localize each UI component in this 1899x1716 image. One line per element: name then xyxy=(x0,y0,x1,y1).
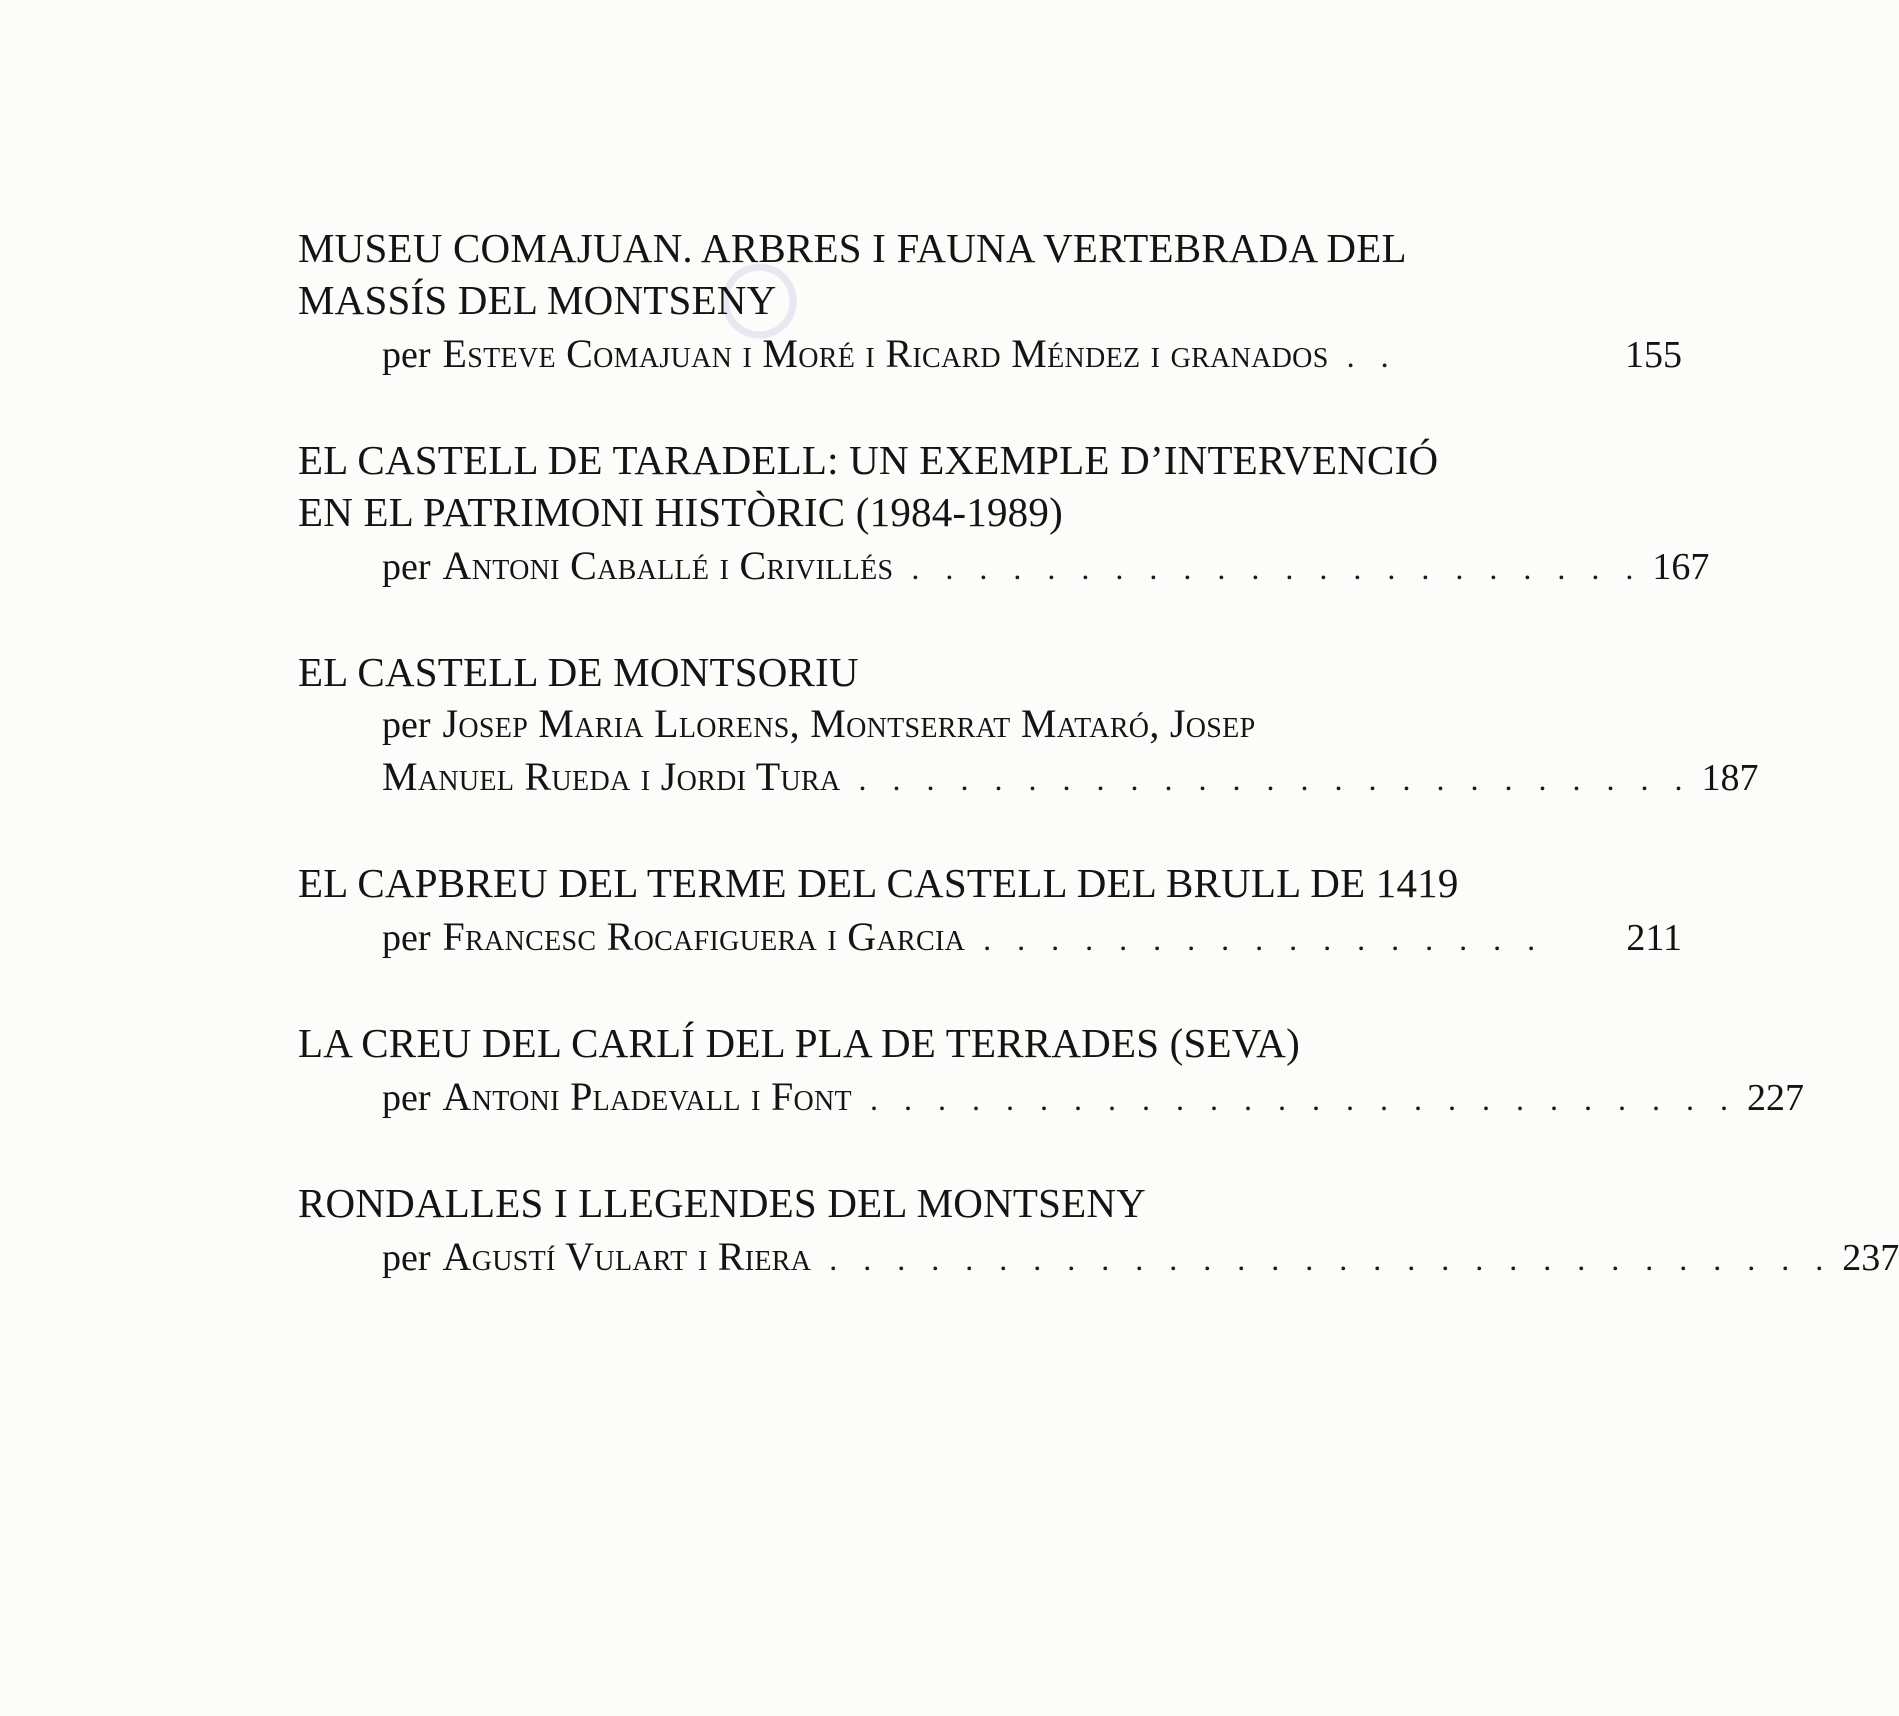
dot-leader: . . . . . . . . . . . . . . . . . xyxy=(983,921,1545,957)
entry-author-line xyxy=(298,698,1682,751)
entry-author: Antoni Pladevall i Font xyxy=(442,1074,852,1119)
table-of-contents xyxy=(298,201,1899,1285)
entry-title-line: EL CAPBREU DEL TERME DEL CASTELL DEL BRULL DE 1419 xyxy=(298,860,1459,906)
entry-title-line: RONDALLES I LLEGENDES DEL MONTSENY xyxy=(298,1180,1146,1226)
entry-author: Antoni Caballé i Crivillés xyxy=(442,543,894,588)
dot-leader: . . . . . . . . . . . . . . . . . . . . . . . . . . xyxy=(869,1081,1737,1117)
toc-entry xyxy=(298,1177,1899,1285)
entry-title xyxy=(298,1177,1682,1229)
entry-title-line: EL CASTELL DE TARADELL: UN EXEMPLE D’INTERVENCIÓ xyxy=(298,437,1439,483)
per-label: per xyxy=(382,917,431,959)
entry-title-line: MASSÍS DEL MONTSENY xyxy=(298,277,777,323)
entry-page-number: 167 xyxy=(1652,546,1710,588)
entry-title xyxy=(298,222,1682,326)
entry-page-number: 227 xyxy=(1746,1077,1804,1119)
entry-author-line xyxy=(298,540,1710,594)
entry-title xyxy=(298,434,1682,538)
per-label: per xyxy=(382,546,431,588)
entry-title-line: LA CREU DEL CARLÍ DEL PLA DE TERRADES (SEVA) xyxy=(298,1020,1300,1066)
dot-leader: . . . . . . . . . . . . . . . . . . . . . . . . . xyxy=(858,761,1692,797)
bleed-through-decoration: ○ xyxy=(700,201,811,389)
dot-leader: . . xyxy=(1346,338,1398,374)
entry-author-line xyxy=(298,911,1682,965)
dot-leader: . . . . . . . . . . . . . . . . . . . . . . . . . . . . . . xyxy=(829,1241,1833,1277)
entry-author: Esteve Comajuan i Moré i Ricard Méndez i granados xyxy=(442,331,1329,376)
entry-page-number: 187 xyxy=(1701,757,1759,799)
entry-author-line xyxy=(298,1231,1899,1285)
entry-page-number: 155 xyxy=(1625,334,1682,376)
toc-entry xyxy=(298,1017,1804,1125)
toc-entry xyxy=(298,434,1710,594)
toc-entry xyxy=(298,646,1759,805)
toc-entry xyxy=(298,857,1682,965)
entry-title-line: EL CASTELL DE MONTSORIU xyxy=(298,649,859,695)
entry-title-line: EN EL PATRIMONI HISTÒRIC (1984-1989) xyxy=(298,489,1063,535)
entry-title-line: MUSEU COMAJUAN. ARBRES I FAUNA VERTEBRADA DEL xyxy=(298,225,1407,271)
entry-title xyxy=(298,1017,1682,1069)
per-label: per xyxy=(382,334,431,376)
entry-title xyxy=(298,857,1682,909)
entry-author: Francesc Rocafiguera i Garcia xyxy=(442,914,966,959)
entry-title xyxy=(298,646,1682,698)
entry-author-line xyxy=(298,751,1759,805)
entry-author: Manuel Rueda i Jordi Tura xyxy=(382,754,841,799)
per-label: per xyxy=(382,1237,431,1279)
entry-author: Josep Maria Llorens, Montserrat Mataró, Josep xyxy=(442,701,1256,746)
entry-page-number: 211 xyxy=(1626,917,1682,959)
entry-author: Agustí Vulart i Riera xyxy=(442,1234,812,1279)
toc-entry xyxy=(298,201,1682,389)
per-label: per xyxy=(382,704,431,746)
entry-author-line xyxy=(298,328,1682,382)
entry-author-line xyxy=(298,1071,1804,1125)
per-label: per xyxy=(382,1077,431,1119)
dot-leader: . . . . . . . . . . . . . . . . . . . . . . xyxy=(911,550,1643,586)
entry-page-number: 237 xyxy=(1842,1237,1899,1279)
